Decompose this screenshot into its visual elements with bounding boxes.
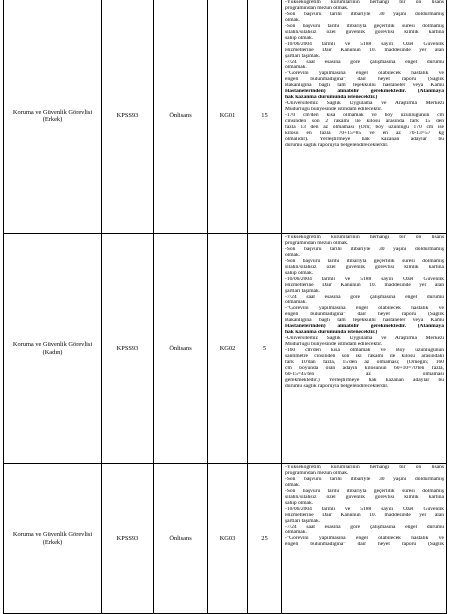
code-cell: KG03 bbox=[208, 464, 248, 614]
requirement-line: fazla 13 den az olmaması (Örn; boy uzunluğu 170 cm ise bbox=[285, 125, 444, 131]
requirement-line: -Son başvuru tarihi itibarıyla geçerlilik süresi dolmamış bbox=[285, 488, 444, 494]
position-cell: Koruma ve Güvenlik Görevlisi (Kadın) bbox=[4, 234, 102, 464]
requirement-line: Bakanlığına bağlı tam teşekküllü hastaneler veya Kamu bbox=[285, 318, 444, 324]
requirement-line: olmamak. bbox=[285, 300, 307, 306]
requirement-line: santimetre cinsinden son iki rakamı ile kilosu arasındaki bbox=[285, 354, 444, 360]
table-row bbox=[4, 234, 447, 464]
requirement-line: hak kazanma durumunda istenecektir.) bbox=[285, 330, 378, 336]
requirement-line: programından mezun olmak. bbox=[285, 470, 349, 476]
exam-type-cell: KPSS93 bbox=[102, 234, 154, 464]
requirement-line: Hizmetlerine Dair Kanunun 10. maddesinde yer alan bbox=[285, 512, 444, 518]
requirement-line: -Son başvuru tarihi itibarıyla geçerlilik süresi dolmamış bbox=[285, 258, 444, 264]
requirements-cell bbox=[282, 464, 447, 614]
requirement-line: -Üniversitemiz Sağlık Uygulama ve Araştırma Merkezi bbox=[285, 101, 444, 107]
requirement-line: Bakanlığına bağlı tam teşekküllü hastaneler veya Kamu bbox=[285, 83, 444, 89]
requirement-line: durumu sağlık raporuyla belgelendireceklerdir. bbox=[285, 142, 389, 148]
requirement-line: Müdürlüğü bünyesinde istihdam edilecektir. bbox=[285, 107, 383, 113]
requirement-line: Hizmetlerine Dair Kanunun 10. maddesinde yer alan bbox=[285, 282, 444, 288]
requirement-line: -"Görevini yapılmasına engel olabilecek hastalık ve bbox=[285, 306, 444, 312]
position-cell: Koruma ve Güvenlik Görevlisi (Erkek) bbox=[4, 464, 102, 614]
quota-cell: 25 bbox=[248, 464, 282, 614]
requirement-line: gerekmektedir.) Yerleştirmeye hak kazanan adaylar bu bbox=[285, 377, 444, 383]
requirement-line: engeli bulunmadığına" dair heyet raporu (Sağlık bbox=[285, 542, 444, 548]
positions-table-body bbox=[4, 0, 447, 614]
requirements-cell bbox=[282, 0, 447, 234]
requirement-line: -"Görevini yapılmasına engel olabilecek hastalık ve bbox=[285, 536, 444, 542]
quota-cell: 5 bbox=[248, 234, 282, 464]
quota-cell: 15 bbox=[248, 0, 282, 234]
code-cell: KG02 bbox=[208, 234, 248, 464]
positions-table bbox=[3, 0, 447, 614]
requirement-line: şartları taşımak. bbox=[285, 53, 321, 59]
table-row bbox=[4, 0, 447, 234]
requirement-line: engeli bulunmadığına" dair heyet raporu (Sağlık bbox=[285, 312, 444, 318]
requirement-line: engeli bulunmadığına" dair heyet raporu (Sağlık bbox=[285, 77, 444, 83]
requirement-line: -Son başvuru tarihi itibariyle 30 yaşını doldurmamış bbox=[285, 476, 444, 482]
requirement-line: -7/24 saat esasına göre çalışmasına engel durumu bbox=[285, 524, 444, 530]
requirement-line: olmamak. bbox=[285, 65, 307, 71]
requirement-line: -10/06/2004 tarihli ve 5188 sayılı Özel Güvenlik bbox=[285, 41, 444, 47]
level-cell: Önlisans bbox=[154, 234, 208, 464]
requirement-line: -10/06/2004 tarihli ve 5188 sayılı Özel Güvenlik bbox=[285, 506, 444, 512]
requirement-line: cm boyunda olan adayın kilosunun 60+10=70'ten fazla, bbox=[285, 365, 444, 371]
requirement-line: -Son başvuru tarihi itibariyle 30 yaşını doldurmamış bbox=[285, 11, 444, 17]
requirement-line: -7/24 saat esasına göre çalışmasına engel durumu bbox=[285, 294, 444, 300]
requirement-line: olmalıdır). Yerleştirmeye hak kazanan adaylar bu bbox=[285, 136, 444, 142]
requirement-line: sahip olmak. bbox=[285, 500, 314, 506]
requirement-line: -Son başvuru tarihi itibarıyla geçerlilik süresi dolmamış bbox=[285, 23, 444, 29]
requirement-line: olmak. bbox=[285, 17, 301, 23]
requirement-line: Hizmetlerine Dair Kanunun 10. maddesinde yer alan bbox=[285, 47, 444, 53]
exam-type-cell: KPSS93 bbox=[102, 464, 154, 614]
requirement-line: durumu sağlık raporuyla belgelendireceklerdir. bbox=[285, 383, 389, 389]
level-cell: Önlisans bbox=[154, 0, 208, 234]
requirement-line: cinsinden son 2 rakamı ile kilosu arasında fark 15 den bbox=[285, 119, 444, 125]
requirement-line: sahip olmak. bbox=[285, 35, 314, 41]
requirement-line: -Üniversitemiz Sağlık Uygulama ve Araştırma Merkezi bbox=[285, 336, 444, 342]
requirement-line: hak kazanma durumunda istenecektir.) bbox=[285, 95, 378, 101]
requirement-line: -10/06/2004 tarihli ve 5188 sayılı Özel Güvenlik bbox=[285, 276, 444, 282]
requirement-line: -7/24 saat esasına göre çalışmasına engel durumu bbox=[285, 59, 444, 65]
requirement-line: fark 10'dan fazla, 15'den az olmaması; (Örneğin; 160 bbox=[285, 360, 444, 366]
level-cell: Önlisans bbox=[154, 464, 208, 614]
requirement-line: Hastanelerinden) alınabilir gerekmektedir. (Atanmaya bbox=[285, 324, 444, 330]
requirement-line: Hastanelerinden) alınabilir gerekmektedir. (Atanmaya bbox=[285, 89, 444, 95]
requirement-line: kilosu en fazla 70+15=85 ve en az 70-13=57 kg bbox=[285, 130, 444, 136]
requirement-line: olmak. bbox=[285, 482, 301, 488]
requirement-line: -Yükseköğretim kurumlarının herhangi bir ön lisans bbox=[285, 0, 444, 5]
position-cell: Koruma ve Güvenlik Görevlisi (Erkek) bbox=[4, 0, 102, 234]
requirement-line: -170 cm'den kısa olmamak ve boy uzunluğunun cm bbox=[285, 113, 444, 119]
requirement-line: -Yükseköğretim kurumlarının herhangi bir ön lisans bbox=[285, 465, 444, 470]
requirement-line: programından mezun olmak. bbox=[285, 240, 349, 246]
requirement-line: -Son başvuru tarihi itibariyle 30 yaşını doldurmamış bbox=[285, 246, 444, 252]
requirement-line: -160 cm'den kısa olmamak ve Boy uzunluğunun bbox=[285, 348, 444, 354]
requirements-cell bbox=[282, 234, 447, 464]
requirement-line: programından mezun olmak. bbox=[285, 5, 349, 11]
requirement-line: şartları taşımak. bbox=[285, 288, 321, 294]
requirement-line: Müdürlüğü bünyesinde istihdam edilecektir. bbox=[285, 342, 383, 348]
requirement-line: silahlı/silahsız özel güvenlik görevlisi kimlik kartına bbox=[285, 29, 444, 35]
exam-type-cell: KPSS93 bbox=[102, 0, 154, 234]
requirement-line: silahlı/silahsız özel güvenlik görevlisi kimlik kartına bbox=[285, 494, 444, 500]
requirement-line: olmamak. bbox=[285, 530, 307, 536]
requirement-line: olmak. bbox=[285, 252, 301, 258]
requirement-line: -"Görevini yapılmasına engel olabilecek hastalık ve bbox=[285, 71, 444, 77]
code-cell: KG01 bbox=[208, 0, 248, 234]
requirement-line: -Yükseköğretim kurumlarının herhangi bir ön lisans bbox=[285, 235, 444, 240]
requirement-line: 60-15=45'ten az olmaması bbox=[285, 371, 444, 377]
requirement-line: silahlı/silahsız özel güvenlik görevlisi kimlik kartına bbox=[285, 264, 444, 270]
requirement-line: şartları taşımak. bbox=[285, 518, 321, 524]
table-row bbox=[4, 464, 447, 614]
requirement-line: sahip olmak. bbox=[285, 270, 314, 276]
